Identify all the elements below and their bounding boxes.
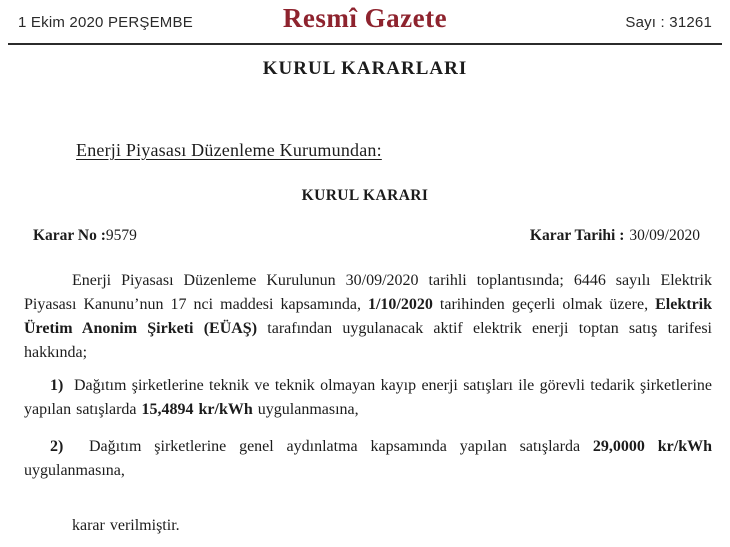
issue-date: 1 Ekim 2020 PERŞEMBE (18, 14, 193, 31)
text-segment: Dağıtım şirketlerine genel aydınlatma kapsamında yapılan satışlarda (63, 438, 593, 455)
text-segment: Elektrik Üretim Anonim Şirketi (EÜAŞ) (24, 296, 713, 337)
decision-intro-paragraph (24, 269, 712, 365)
masthead-divider (8, 43, 722, 45)
text-segment: Dağıtım şirketlerine teknik ve teknik olmayan kayıp enerji satışları ile görevli tedarik şirketlerine yapılan satışlarda (24, 377, 712, 418)
decision-date (530, 227, 700, 245)
decision-closing: karar verilmiştir. (72, 517, 180, 534)
issuing-authority: Enerji Piyasası Düzenleme Kurumundan: (76, 140, 382, 160)
text-segment: Enerji Piyasası Düzenleme Kurulunun 30/09/2020 tarihli toplantısında; 6446 sayılı Elektrik Piyasası Kanunu’nun 17 nci maddesi kapsamında, (24, 272, 712, 313)
text-segment: uygulanmasına, (252, 401, 359, 418)
text-segment: 1) (50, 377, 64, 394)
gazette-title: Resmî Gazete (282, 3, 448, 33)
text-segment: uygulanmasına, (24, 462, 125, 479)
text-segment: 1/10/2020 (367, 296, 433, 313)
decision-date-label: Karar Tarihi : (529, 227, 625, 244)
section-title: KURUL KARARLARI (262, 58, 468, 79)
issue-number: Sayı : 31261 (625, 14, 712, 31)
decision-number (33, 227, 137, 245)
text-segment: 29,0000 kr/kWh (592, 438, 712, 455)
decision-meta-row (0, 227, 730, 245)
decision-item-1 (24, 374, 712, 422)
text-segment: tarihinden geçerli olmak üzere, (432, 296, 656, 313)
masthead (0, 0, 730, 43)
decision-heading: KURUL KARARI (301, 187, 429, 204)
text-segment: tarafından uygulanacak aktif elektrik enerji toptan satış tarifesi hakkında; (24, 320, 713, 361)
decision-number-value: 9579 (105, 227, 137, 244)
text-segment: 2) (50, 438, 64, 455)
decision-item-2 (24, 435, 712, 483)
decision-number-label: Karar No : (33, 227, 106, 244)
decision-date-value: 30/09/2020 (629, 227, 700, 244)
text-segment: 15,4894 kr/kWh (141, 401, 253, 418)
